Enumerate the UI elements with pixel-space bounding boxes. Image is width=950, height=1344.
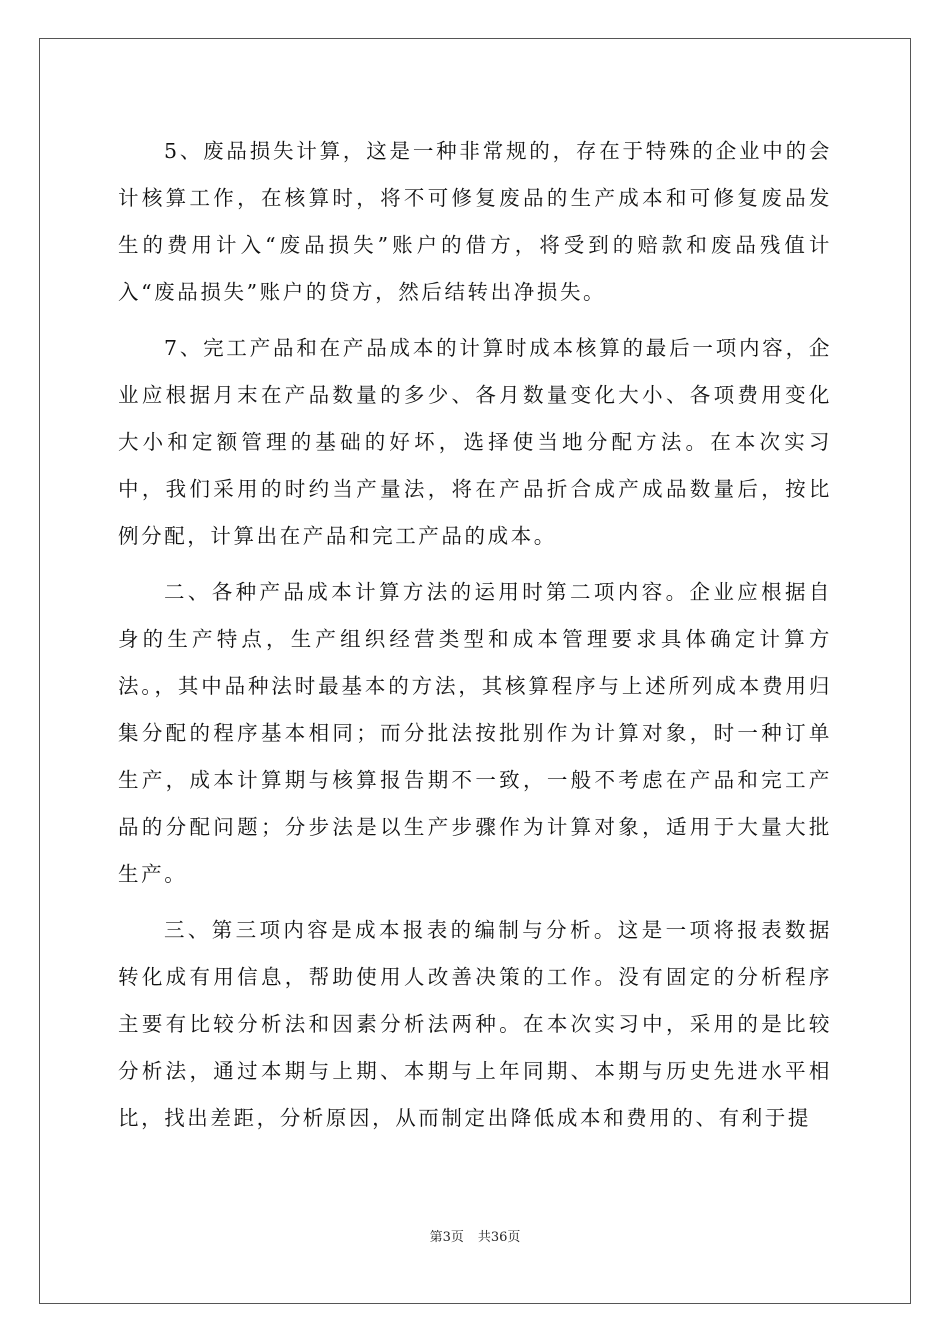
paragraph-cost-report: 三、第三项内容是成本报表的编制与分析。这是一项将报表数据转化成有用信息，帮助使用人改善决策的工作。没有固定的分析程序主要有比较分析法和因素分析法两种。在本次实习中，采用的是比较分析法，通过本期与上期、本期与上年同期、本期与历史先进水平相比，找出差距，分析原因，从而制定出降低成本和费用的、有利于提 [118, 918, 832, 1130]
page-total: 共36页 [477, 1230, 521, 1245]
paragraph-cost-methods: 二、各种产品成本计算方法的运用时第二项内容。企业应根据自身的生产特点，生产组织经营类型和成本管理要求具体确定计算方法。，其中品种法时最基本的方法，其核算程序与上述所列成本费用归集分配的程序基本相同；而分批法按批别作为计算对象，时一种订单生产，成本计算期与核算报告期不一致，一般不考虑在产品和完工产品的分配问题；分步法是以生产步骤作为计算对象，适用于大量大批生产。 [118, 580, 832, 886]
paragraph-waste-loss: 5、废品损失计算，这是一种非常规的，存在于特殊的企业中的会计核算工作，在核算时，将不可修复废品的生产成本和可修复废品发生的费用计入“废品损失”账户的借方，将受到的赔款和废品残值计入“废品损失”账户的贷方，然后结转出净损失。 [118, 139, 832, 304]
document-body [118, 128, 832, 1151]
page-number: 第3页 [429, 1230, 464, 1245]
page-footer [0, 1226, 950, 1245]
paragraph-product-cost: 7、完工产品和在产品成本的计算时成本核算的最后一项内容，企业应根据月末在产品数量的多少、各月数量变化大小、各项费用变化大小和定额管理的基础的好坏，选择使当地分配方法。在本次实习中，我们采用的时约当产量法，将在产品折合成产成品数量后，按比例分配，计算出在产品和完工产品的成本。 [118, 336, 832, 548]
